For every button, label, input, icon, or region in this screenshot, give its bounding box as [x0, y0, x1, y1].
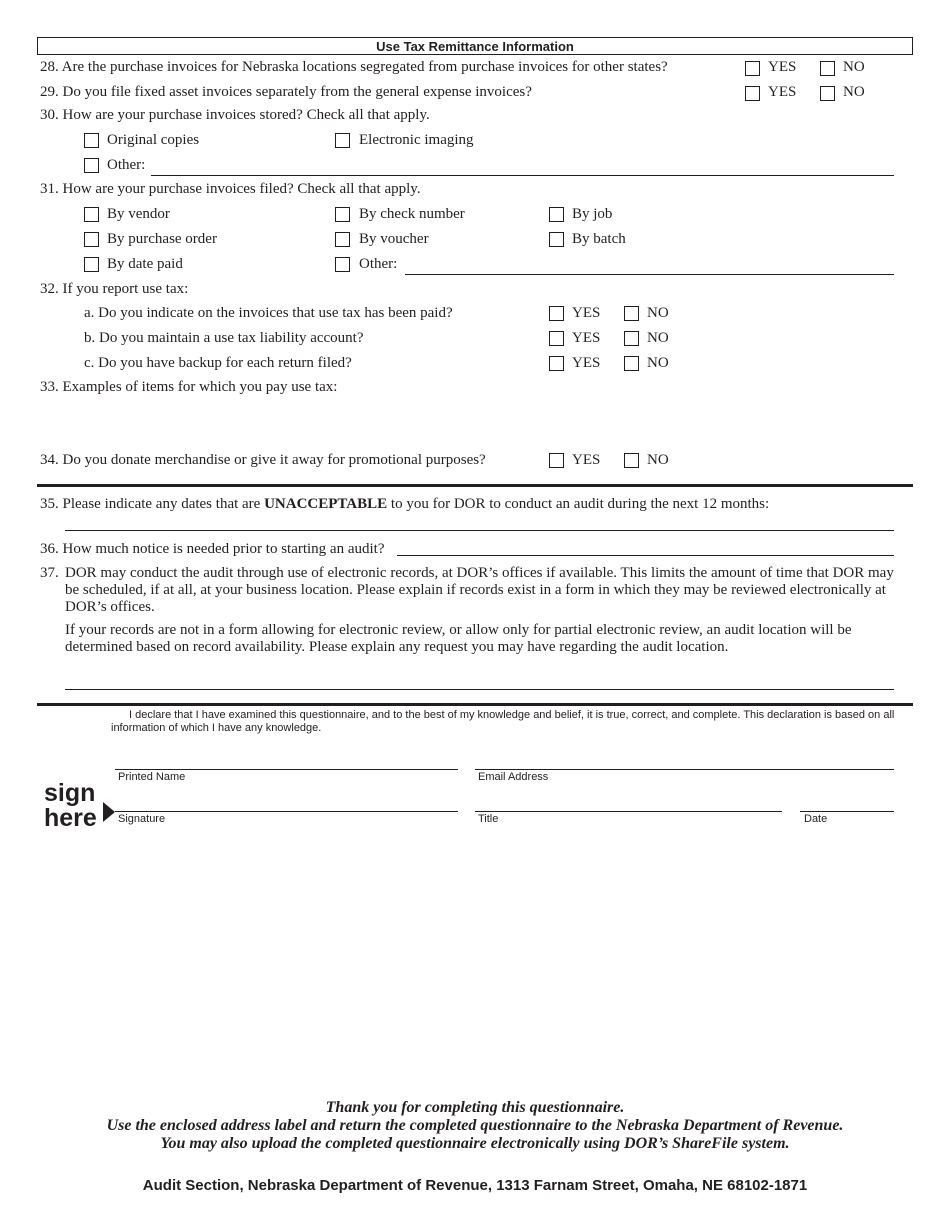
q36-input-line[interactable] — [397, 555, 894, 556]
q31-po-label: By purchase order — [107, 231, 217, 247]
email-label: Email Address — [478, 771, 549, 783]
q28-no-checkbox[interactable] — [820, 61, 835, 76]
arrow-right-icon — [103, 802, 115, 822]
question-35 — [40, 496, 769, 513]
q34-no-checkbox[interactable] — [624, 453, 639, 468]
q32a-no-label: NO — [647, 305, 669, 321]
q30-original-checkbox[interactable] — [84, 133, 99, 148]
question-32b: b. Do you maintain a use tax liability account? — [84, 330, 364, 346]
q28-no-label: NO — [843, 59, 865, 75]
section-divider — [37, 484, 913, 487]
q31-job-label: By job — [572, 206, 613, 222]
q29-yes-label: YES — [768, 84, 797, 100]
question-33: 33. Examples of items for which you pay use tax: — [40, 379, 338, 395]
email-line[interactable] — [475, 769, 894, 770]
q31-check-number-label: By check number — [359, 206, 465, 222]
q32c-no-checkbox[interactable] — [624, 356, 639, 371]
signature-line[interactable] — [115, 811, 458, 812]
question-37-number: 37. — [40, 565, 59, 581]
q31-voucher-label: By voucher — [359, 231, 429, 247]
q34-yes-label: YES — [572, 452, 601, 468]
question-37-text-2: If your records are not in a form allowing for electronic review, or allow only for partial electronic review, an audit location will be determined based on record availability. Please explain any request you may have regarding the audit location. — [65, 622, 852, 655]
q30-original-label: Original copies — [107, 132, 200, 148]
footer-return: Use the enclosed address label and return the completed questionnaire to the Nebraska Department of Revenue. — [106, 1117, 844, 1134]
q29-yes-checkbox[interactable] — [745, 86, 760, 101]
q28-yes-checkbox[interactable] — [745, 61, 760, 76]
q30-other-checkbox[interactable] — [84, 158, 99, 173]
q32a-yes-checkbox[interactable] — [549, 306, 564, 321]
question-37-text: DOR may conduct the audit through use of electronic records, at DOR’s offices if available. This limits the amount of time that DOR may be scheduled, if at all, at your business location. Please explain if records exist in a form in which they may be reviewed electronically at DOR’s offices. — [65, 565, 894, 615]
q31-batch-checkbox[interactable] — [549, 232, 564, 247]
q30-other-label: Other: — [107, 157, 146, 173]
printed-name-label: Printed Name — [118, 771, 186, 783]
q34-yes-checkbox[interactable] — [549, 453, 564, 468]
question-34: 34. Do you donate merchandise or give it away for promotional purposes? — [40, 452, 486, 468]
q31-po-checkbox[interactable] — [84, 232, 99, 247]
q35-input-line[interactable] — [65, 530, 894, 531]
q32a-no-checkbox[interactable] — [624, 306, 639, 321]
question-32c: c. Do you have backup for each return filed? — [84, 355, 352, 371]
q35-text-before: 35. Please indicate any dates that are — [40, 496, 265, 512]
title-line[interactable] — [475, 811, 782, 812]
sign-word: sign — [44, 779, 96, 807]
q29-no-label: NO — [843, 84, 865, 100]
q35-text-after: to you for DOR to conduct an audit during the next 12 months: — [387, 496, 770, 512]
q32b-no-checkbox[interactable] — [624, 331, 639, 346]
q31-other-label: Other: — [359, 256, 398, 272]
question-36: 36. How much notice is needed prior to starting an audit? — [40, 541, 385, 557]
question-29: 29. Do you file fixed asset invoices separately from the general expense invoices? — [40, 84, 532, 100]
q31-other-input-line[interactable] — [405, 274, 894, 275]
q37-input-line[interactable] — [65, 689, 894, 690]
q31-date-paid-checkbox[interactable] — [84, 257, 99, 272]
q28-yes-label: YES — [768, 59, 797, 75]
q32c-no-label: NO — [647, 355, 669, 371]
signature-label: Signature — [118, 813, 166, 825]
q32c-yes-checkbox[interactable] — [549, 356, 564, 371]
date-label: Date — [804, 813, 828, 825]
question-32a: a. Do you indicate on the invoices that use tax has been paid? — [84, 305, 453, 321]
q32b-yes-checkbox[interactable] — [549, 331, 564, 346]
question-32: 32. If you report use tax: — [40, 281, 189, 297]
q31-check-number-checkbox[interactable] — [335, 207, 350, 222]
q30-electronic-label: Electronic imaging — [359, 132, 474, 148]
question-31: 31. How are your purchase invoices filed? Check all that apply. — [40, 181, 421, 197]
here-word: here — [44, 804, 97, 832]
q31-other-checkbox[interactable] — [335, 257, 350, 272]
question-28: 28. Are the purchase invoices for Nebraska locations segregated from purchase invoices for other states? — [40, 59, 668, 75]
q31-voucher-checkbox[interactable] — [335, 232, 350, 247]
q35-emphasis: UNACCEPTABLE — [264, 496, 388, 512]
section-title: Use Tax Remittance Information — [37, 37, 913, 55]
q31-vendor-label: By vendor — [107, 206, 170, 222]
q31-job-checkbox[interactable] — [549, 207, 564, 222]
q32a-yes-label: YES — [572, 305, 601, 321]
sign-here-label — [44, 781, 97, 831]
date-line[interactable] — [800, 811, 894, 812]
q32b-yes-label: YES — [572, 330, 601, 346]
footer-address: Audit Section, Nebraska Department of Revenue, 1313 Farnam Street, Omaha, NE 68102-1871 — [142, 1177, 808, 1194]
q30-other-input-line[interactable] — [151, 175, 894, 176]
printed-name-line[interactable] — [115, 769, 458, 770]
signature-divider — [37, 703, 913, 706]
q30-electronic-checkbox[interactable] — [335, 133, 350, 148]
footer-thanks: Thank you for completing this questionnaire. — [325, 1099, 625, 1116]
q32b-no-label: NO — [647, 330, 669, 346]
q31-date-paid-label: By date paid — [107, 256, 183, 272]
declaration-text: I declare that I have examined this questionnaire, and to the best of my knowledge and belief, it is true, correct, and complete. This declaration is based on all information of which I have any knowledge. — [111, 709, 895, 734]
q31-vendor-checkbox[interactable] — [84, 207, 99, 222]
title-label: Title — [478, 813, 499, 825]
q31-batch-label: By batch — [572, 231, 626, 247]
q32c-yes-label: YES — [572, 355, 601, 371]
question-30: 30. How are your purchase invoices stored? Check all that apply. — [40, 107, 430, 123]
q34-no-label: NO — [647, 452, 669, 468]
footer-upload: You may also upload the completed questionnaire electronically using DOR’s ShareFile system. — [160, 1135, 790, 1152]
q29-no-checkbox[interactable] — [820, 86, 835, 101]
